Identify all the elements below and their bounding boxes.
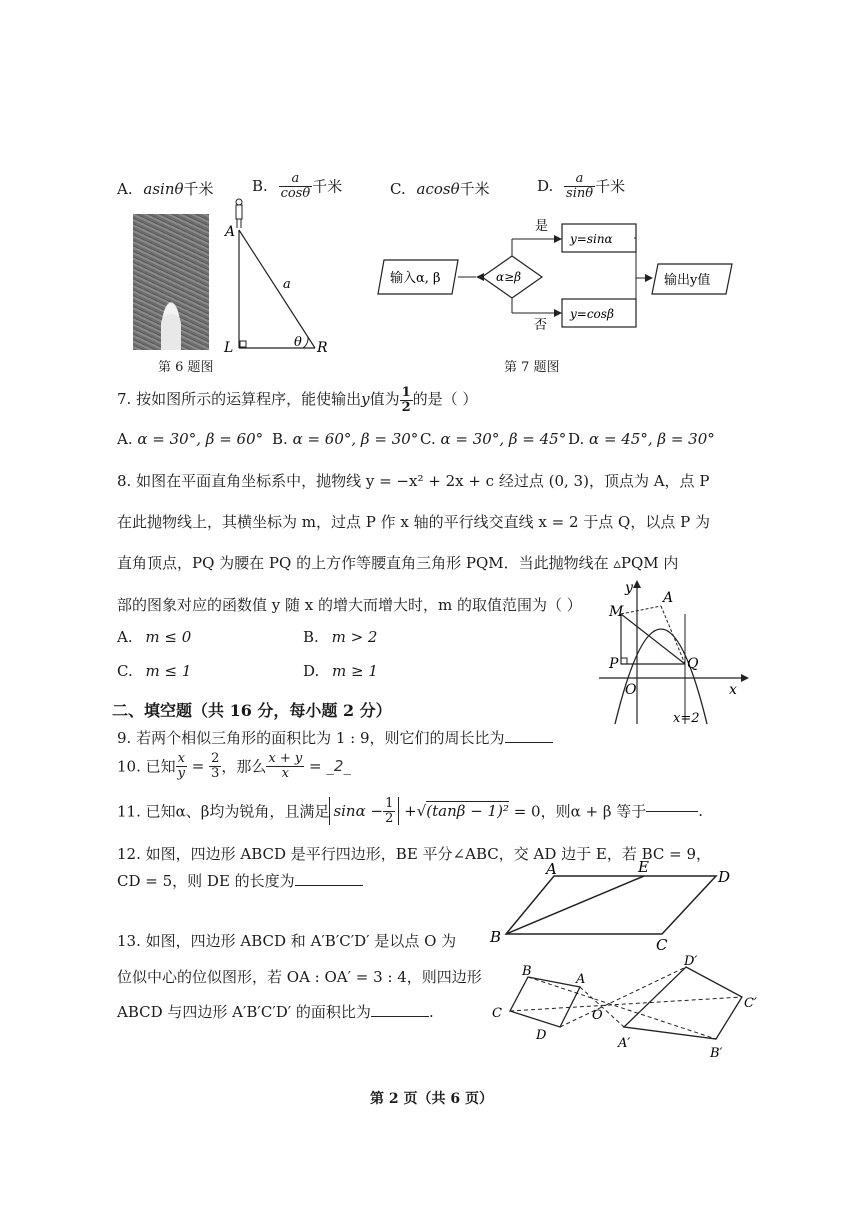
q8-line-4: 部的图象对应的函数值 y 随 x 的增大而增大时，m 的取值范围为（ ） (117, 596, 582, 614)
label-x2: x=2 (673, 711, 700, 726)
q11-answer-blank[interactable] (646, 810, 698, 812)
q7-option-d: D. α = 45°, β = 30° (568, 430, 715, 448)
sqrt-icon: √ (416, 802, 427, 821)
label-Dp: D′ (684, 954, 698, 969)
label-L: L (224, 340, 234, 356)
page-footer: 第 2 页（共 6 页） (370, 1091, 493, 1107)
label-R: R (317, 340, 328, 356)
label-D: D (536, 1028, 547, 1043)
label-C: C (492, 1006, 502, 1021)
q8-option-c: C. m ≤ 1 (117, 662, 192, 680)
label-M: M (609, 604, 624, 620)
q13-answer-blank[interactable] (371, 1015, 429, 1017)
label-A: A (546, 860, 557, 878)
abs-value: sinα − $\frac{1}{2}$ (329, 797, 399, 825)
yes-label: 是 (535, 219, 549, 234)
q6-option-b: B. $\frac{a}{\cos\theta}$ 千米 (252, 171, 343, 201)
q7-stem: 7. 按如图所示的运算程序，能使输出y值为 $\frac{1}{2}$ 的是（ ） (117, 385, 478, 415)
figure-7-flowchart (372, 212, 752, 342)
label-A: A (225, 224, 236, 240)
y-axis-label: y (625, 580, 633, 596)
parabola-curve (615, 629, 707, 724)
label-theta: θ (294, 335, 302, 350)
q12-line-1: 12. 如图，四边形 ABCD 是平行四边形，BE 平分∠ABC，交 AD 边于 E，若 BC = 9， (117, 845, 712, 863)
q13-line-2: 位似中心的位似图形，若 OA : OA′ = 3 : 4，则四边形 (117, 968, 482, 986)
q13-line-3: ABCD 与四边形 A′B′C′D′ 的面积比为 . (117, 1003, 434, 1021)
q6-option-c: C. acosθ千米 (390, 180, 490, 198)
label-O: O (592, 1008, 603, 1023)
q9: 9. 若两个相似三角形的面积比为 1 : 9，则它们的周长比为 (117, 727, 553, 748)
cos-text: y=cosβ (570, 307, 614, 321)
quad-ABCD (510, 977, 580, 1027)
q9-answer-blank[interactable] (505, 741, 553, 743)
q11: 11. 已知α、β均为锐角，且满足 sinα − $\frac{1}{2}$ +√(tanβ − 1)² = 0，则α + β 等于 . (117, 796, 704, 826)
output-text: 输出y值 (664, 273, 711, 288)
sin-text: y=sinα (570, 232, 613, 246)
q7-option-a: A. α = 30°, β = 60° (117, 430, 264, 448)
q8-option-b: B. m > 2 (303, 628, 378, 646)
figure-13-homothety (488, 955, 768, 1065)
q6-option-a: A. asinθ千米 (117, 180, 214, 198)
figure-8-graph (597, 574, 757, 726)
q8-option-d: D. m ≥ 1 (303, 662, 378, 680)
label-a: a (283, 277, 291, 292)
q8-option-a: A. m ≤ 0 (117, 628, 192, 646)
no-label: 否 (534, 318, 548, 333)
person-icon (236, 199, 242, 228)
tower-photo (133, 214, 209, 350)
label-P: P (609, 656, 619, 672)
input-text: 输入α, β (390, 271, 441, 286)
condition-text: α≥β (496, 270, 522, 284)
figure-7-caption: 第 7 题图 (504, 360, 560, 375)
q12-line-2: CD = 5，则 DE 的长度为 (117, 870, 363, 891)
figure-6-caption: 第 6 题图 (158, 360, 214, 375)
figure-12-parallelogram (488, 856, 738, 952)
label-B: B (522, 964, 532, 979)
q7-option-b: B. α = 60°, β = 30° (272, 430, 419, 448)
x-axis-label: x (729, 682, 737, 698)
label-Bp: B′ (710, 1046, 723, 1061)
label-E: E (638, 858, 649, 876)
label-C: C (656, 936, 668, 954)
q12-answer-blank[interactable] (295, 884, 363, 886)
q10-handwritten-answer: 2 (333, 757, 344, 776)
label-A: A (576, 972, 586, 987)
label-Q: Q (687, 656, 699, 672)
label-Ap: A′ (618, 1036, 631, 1051)
label-O: O (625, 682, 637, 698)
parallelogram-shape (506, 876, 716, 934)
label-D: D (718, 868, 731, 886)
label-A: A (663, 590, 674, 606)
label-Cp: C′ (744, 996, 757, 1011)
q7-option-c: C. α = 30°, β = 45° (420, 430, 567, 448)
label-B: B (490, 928, 502, 946)
q13-line-1: 13. 如图，四边形 ABCD 和 A′B′C′D′ 是以点 O 为 (117, 932, 457, 950)
q8-line-1: 8. 如图在平面直角坐标系中，抛物线 y = −x² + 2x + c 经过点 (0, 3)，顶点为 A，点 P (117, 472, 710, 490)
q8-line-2: 在此抛物线上，其横坐标为 m，过点 P 作 x 轴的平行线交直线 x = 2 于点 Q，以点 P 为 (117, 513, 710, 531)
figure-6-triangle (215, 196, 328, 356)
section-2-title: 二、填空题（共 16 分，每小题 2 分） (112, 701, 392, 720)
q6-option-d: D. $\frac{a}{\sin\theta}$ 千米 (537, 171, 626, 201)
q10: 10. 已知 $\frac{x}{y}$ = $\frac{2}{3}$ ，那么 $\frac{x + y}{x}$ = _2_ (117, 751, 351, 781)
q8-line-3: 直角顶点，PQ 为腰在 PQ 的上方作等腰直角三角形 PQM．当此抛物线在 ▵PQM 内 (117, 554, 679, 572)
